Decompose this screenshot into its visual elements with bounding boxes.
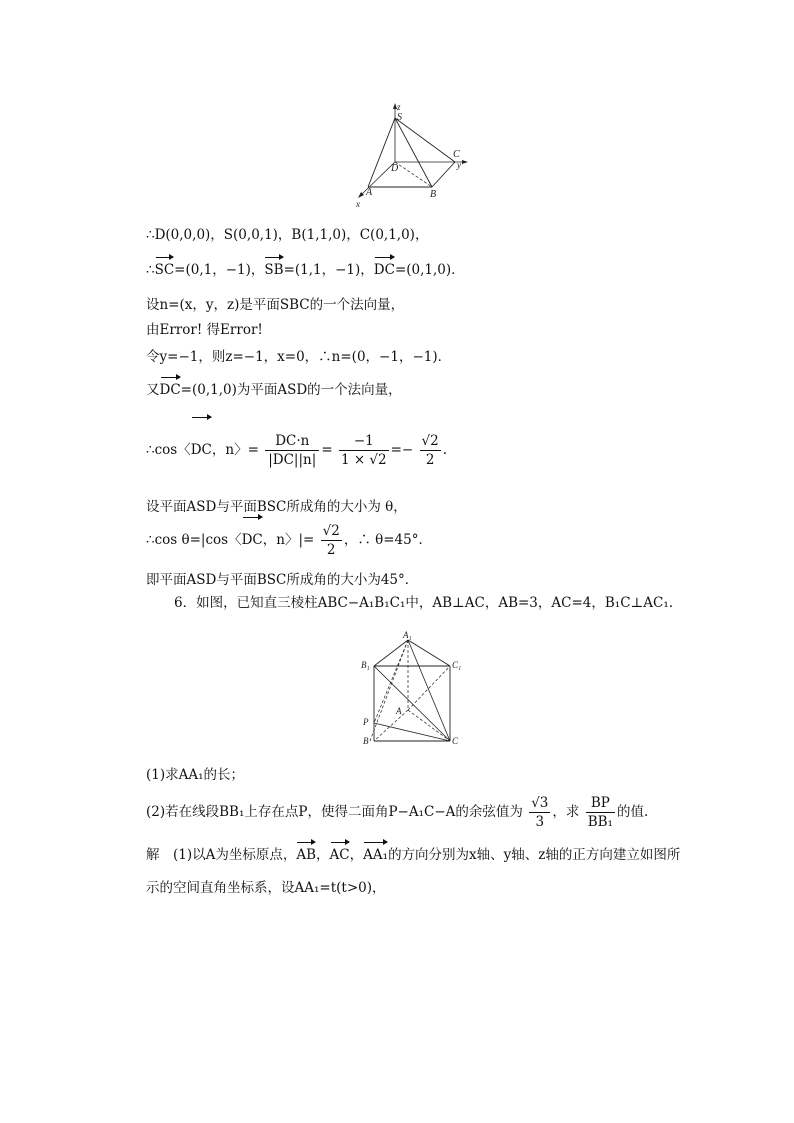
text-line-10: 即平面ASD与平面BSC所成角的大小为45°． — [146, 572, 419, 588]
text-line-6: 又DC=(0,1,0)为平面ASD的一个法向量， — [146, 382, 402, 398]
text-line-5: 令y=−1，则z=−1，x=0，∴n=(0，−1，−1)． — [146, 349, 452, 365]
question-1: (1)求AA₁的长； — [146, 767, 245, 783]
label-D: D — [391, 163, 399, 174]
pyramid-figure — [350, 100, 480, 210]
vector-dc: DC — [373, 262, 395, 278]
fraction-bp-over-bb1: $\frac{BP}{\text{BB₁}}$ — [587, 795, 613, 830]
label-z: z — [397, 102, 401, 112]
solution-line-2: 示的空间直角坐标系，设AA₁=t(t>0)， — [146, 880, 386, 896]
label-B1: B₁ — [361, 660, 370, 670]
label-P: P — [363, 717, 369, 727]
text-line-4: 由Error! 得Error! — [146, 322, 263, 338]
label-B: B — [363, 736, 369, 746]
cos-formula-line: ∴cos〈DC，n〉= $\frac{DC\cdot n}{|DC||n|}$ = $\frac{-1}{1 \times √2}$ =− $\frac{√2}{2}$ . — [146, 420, 447, 480]
label-x: x — [356, 199, 360, 209]
label-C: C — [452, 736, 459, 746]
fraction-result: $\frac{√2}{2}$ — [421, 433, 439, 468]
text-line-2: ∴SC=(0,1，−1)，SB=(1,1，−1)，DC=(0,1,0)． — [146, 262, 465, 278]
vector-sc: SC — [154, 262, 175, 278]
fraction-sqrt3-over-3: $\frac{√3}{3}$ — [531, 795, 549, 830]
label-A: A — [366, 187, 373, 198]
solution-line-1: 解 (1)以A为坐标原点，AB，AC，AA₁的方向分别为x轴、y轴、z轴的正方向建立如图所 — [146, 847, 681, 863]
label-A: A — [396, 706, 402, 716]
vector-dc: DC — [159, 382, 181, 398]
vector-sb: SB — [264, 262, 284, 278]
label-A1: A₁ — [403, 630, 412, 640]
label-S: S — [397, 112, 402, 123]
fraction-value: $\frac{-1}{1 \times √2}$ — [340, 433, 387, 468]
problem-6-statement: 6．如图，已知直三棱柱ABC−A₁B₁C₁中，AB⊥AC，AB=3，AC=4，B₁C⊥AC₁. — [174, 595, 674, 611]
label-C1: C₁ — [452, 660, 462, 670]
fraction-dot-product: $\frac{DC\cdot n}{|DC||n|}$ — [265, 432, 319, 469]
label-y: y — [457, 160, 461, 170]
text-line-1: ∴D(0,0,0)，S(0,0,1)，B(1,1,0)，C(0,1,0)， — [146, 227, 429, 243]
fraction-sqrt2-over-2: $\frac{√2}{2}$ — [322, 523, 340, 558]
question-2: (2)若在线段BB₁上存在点P，使得二面角P−A₁C−A的余弦值为 $\frac{√3}{3}$ ，求 $\frac{BP}{\text{BB₁}}$ 的值. — [146, 795, 649, 830]
text-line-8: 设平面ASD与平面BSC所成角的大小为 θ， — [146, 499, 407, 515]
text-line-3: 设n=(x，y，z)是平面SBC的一个法向量， — [146, 297, 405, 313]
text-line-9: ∴cos θ=|cos〈DC，n〉|= $\frac{√2}{2}$ ，∴ θ=45°． — [146, 520, 432, 560]
label-C: C — [453, 149, 460, 160]
label-B: B — [430, 189, 437, 200]
prism-figure — [360, 628, 470, 746]
